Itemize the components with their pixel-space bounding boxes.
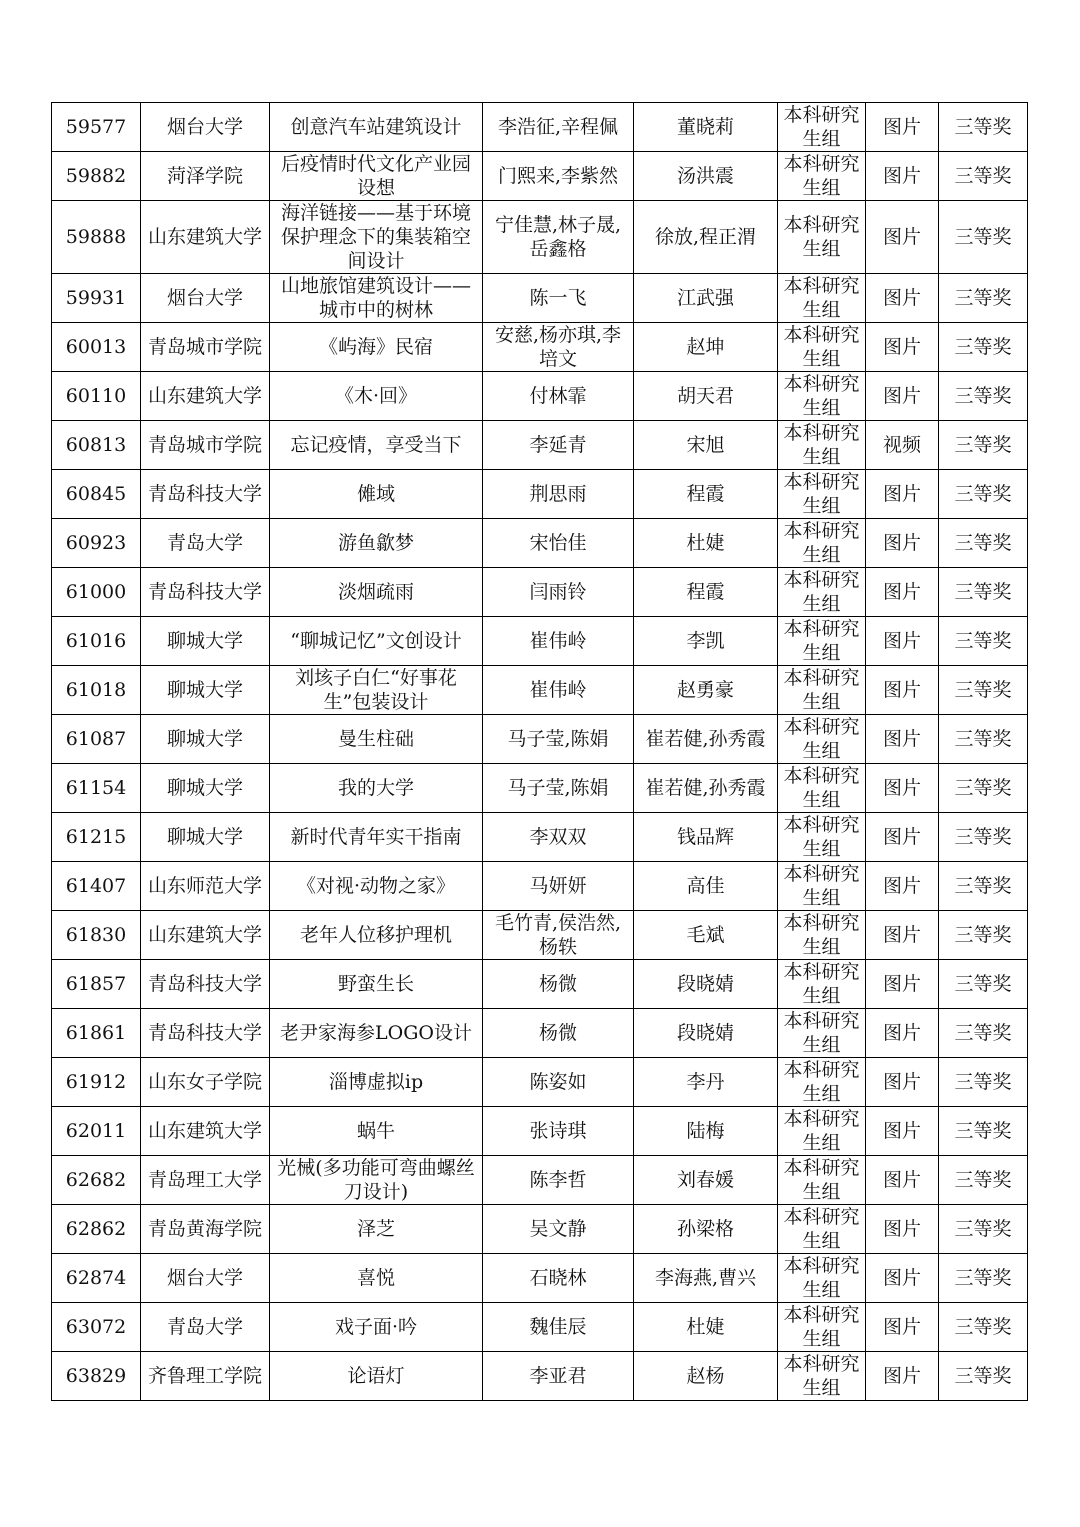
school-cell: 青岛大学 [141, 519, 270, 568]
work-type-cell: 图片 [866, 470, 939, 519]
work-title-cell: 傩域 [270, 470, 483, 519]
advisor-cell: 赵杨 [634, 1352, 778, 1401]
advisor-cell: 崔若健,孙秀霞 [634, 715, 778, 764]
work-type-cell: 图片 [866, 813, 939, 862]
award-cell: 三等奖 [939, 372, 1028, 421]
entry-id-cell: 61000 [52, 568, 141, 617]
table-row [52, 666, 1028, 715]
authors-cell: 毛竹青,侯浩然,杨轶 [483, 911, 634, 960]
advisor-cell: 宋旭 [634, 421, 778, 470]
entry-id-cell: 61861 [52, 1009, 141, 1058]
advisor-cell: 汤洪震 [634, 152, 778, 201]
authors-cell: 李双双 [483, 813, 634, 862]
work-title-cell: 《对视·动物之家》 [270, 862, 483, 911]
work-title-cell: 淄博虚拟ip [270, 1058, 483, 1107]
entry-id-cell: 60845 [52, 470, 141, 519]
school-cell: 聊城大学 [141, 764, 270, 813]
award-cell: 三等奖 [939, 960, 1028, 1009]
work-title-cell: “聊城记忆”文创设计 [270, 617, 483, 666]
authors-cell: 李延青 [483, 421, 634, 470]
award-cell: 三等奖 [939, 1352, 1028, 1401]
work-type-cell: 图片 [866, 568, 939, 617]
advisor-cell: 董晓莉 [634, 103, 778, 152]
work-type-cell: 图片 [866, 1205, 939, 1254]
award-cell: 三等奖 [939, 323, 1028, 372]
work-title-cell: 后疫情时代文化产业园设想 [270, 152, 483, 201]
entry-id-cell: 62682 [52, 1156, 141, 1205]
table-row [52, 323, 1028, 372]
entry-id-cell: 60923 [52, 519, 141, 568]
work-type-cell: 图片 [866, 1009, 939, 1058]
award-cell: 三等奖 [939, 421, 1028, 470]
work-type-cell: 图片 [866, 1058, 939, 1107]
group-cell: 本科研究生组 [778, 274, 866, 323]
advisor-cell: 崔若健,孙秀霞 [634, 764, 778, 813]
award-cell: 三等奖 [939, 666, 1028, 715]
school-cell: 青岛大学 [141, 1303, 270, 1352]
entry-id-cell: 61154 [52, 764, 141, 813]
group-cell: 本科研究生组 [778, 323, 866, 372]
work-title-cell: 刘垓子白仁“好事花生”包装设计 [270, 666, 483, 715]
school-cell: 山东建筑大学 [141, 911, 270, 960]
entry-id-cell: 61857 [52, 960, 141, 1009]
advisor-cell: 赵坤 [634, 323, 778, 372]
table-row [52, 1009, 1028, 1058]
work-title-cell: 我的大学 [270, 764, 483, 813]
table-row [52, 1352, 1028, 1401]
work-type-cell: 视频 [866, 421, 939, 470]
group-cell: 本科研究生组 [778, 103, 866, 152]
school-cell: 青岛城市学院 [141, 323, 270, 372]
advisor-cell: 程霞 [634, 470, 778, 519]
award-cell: 三等奖 [939, 152, 1028, 201]
work-title-cell: 游鱼歙梦 [270, 519, 483, 568]
work-type-cell: 图片 [866, 372, 939, 421]
group-cell: 本科研究生组 [778, 1058, 866, 1107]
work-type-cell: 图片 [866, 274, 939, 323]
work-type-cell: 图片 [866, 1352, 939, 1401]
award-cell: 三等奖 [939, 1156, 1028, 1205]
work-title-cell: 老年人位移护理机 [270, 911, 483, 960]
advisor-cell: 陆梅 [634, 1107, 778, 1156]
table-row [52, 764, 1028, 813]
table-row [52, 1058, 1028, 1107]
table-row [52, 1156, 1028, 1205]
work-title-cell: 老尹家海参LOGO设计 [270, 1009, 483, 1058]
entry-id-cell: 61087 [52, 715, 141, 764]
award-cell: 三等奖 [939, 813, 1028, 862]
authors-cell: 马子莹,陈娟 [483, 715, 634, 764]
table-row [52, 617, 1028, 666]
award-cell: 三等奖 [939, 715, 1028, 764]
school-cell: 青岛科技大学 [141, 960, 270, 1009]
school-cell: 聊城大学 [141, 617, 270, 666]
authors-cell: 崔伟岭 [483, 666, 634, 715]
school-cell: 聊城大学 [141, 666, 270, 715]
group-cell: 本科研究生组 [778, 813, 866, 862]
authors-cell: 闫雨铃 [483, 568, 634, 617]
work-title-cell: 海洋链接——基于环境保护理念下的集装箱空间设计 [270, 201, 483, 274]
authors-cell: 吴文静 [483, 1205, 634, 1254]
table-row [52, 960, 1028, 1009]
award-cell: 三等奖 [939, 1107, 1028, 1156]
work-type-cell: 图片 [866, 715, 939, 764]
advisor-cell: 刘春媛 [634, 1156, 778, 1205]
entry-id-cell: 59888 [52, 201, 141, 274]
award-cell: 三等奖 [939, 568, 1028, 617]
advisor-cell: 孙梁格 [634, 1205, 778, 1254]
awards-table [51, 102, 1028, 1401]
work-type-cell: 图片 [866, 960, 939, 1009]
award-cell: 三等奖 [939, 274, 1028, 323]
advisor-cell: 钱品辉 [634, 813, 778, 862]
table-row [52, 813, 1028, 862]
group-cell: 本科研究生组 [778, 470, 866, 519]
award-cell: 三等奖 [939, 764, 1028, 813]
award-cell: 三等奖 [939, 1254, 1028, 1303]
work-type-cell: 图片 [866, 862, 939, 911]
entry-id-cell: 62011 [52, 1107, 141, 1156]
table-row [52, 1303, 1028, 1352]
work-type-cell: 图片 [866, 152, 939, 201]
table-row [52, 862, 1028, 911]
entry-id-cell: 59882 [52, 152, 141, 201]
group-cell: 本科研究生组 [778, 568, 866, 617]
entry-id-cell: 60813 [52, 421, 141, 470]
group-cell: 本科研究生组 [778, 960, 866, 1009]
school-cell: 山东师范大学 [141, 862, 270, 911]
group-cell: 本科研究生组 [778, 666, 866, 715]
group-cell: 本科研究生组 [778, 1303, 866, 1352]
authors-cell: 门熙来,李紫然 [483, 152, 634, 201]
authors-cell: 李浩征,辛程佩 [483, 103, 634, 152]
work-title-cell: 论语灯 [270, 1352, 483, 1401]
work-type-cell: 图片 [866, 519, 939, 568]
authors-cell: 陈一飞 [483, 274, 634, 323]
entry-id-cell: 62862 [52, 1205, 141, 1254]
group-cell: 本科研究生组 [778, 715, 866, 764]
table-row [52, 470, 1028, 519]
authors-cell: 马妍妍 [483, 862, 634, 911]
school-cell: 青岛理工大学 [141, 1156, 270, 1205]
school-cell: 聊城大学 [141, 813, 270, 862]
work-title-cell: 山地旅馆建筑设计——城市中的树林 [270, 274, 483, 323]
authors-cell: 马子莹,陈娟 [483, 764, 634, 813]
advisor-cell: 杜婕 [634, 1303, 778, 1352]
work-title-cell: 创意汽车站建筑设计 [270, 103, 483, 152]
group-cell: 本科研究生组 [778, 764, 866, 813]
table-row [52, 372, 1028, 421]
group-cell: 本科研究生组 [778, 617, 866, 666]
entry-id-cell: 61018 [52, 666, 141, 715]
work-title-cell: 《屿海》民宿 [270, 323, 483, 372]
school-cell: 山东建筑大学 [141, 201, 270, 274]
table-row [52, 911, 1028, 960]
school-cell: 青岛科技大学 [141, 1009, 270, 1058]
entry-id-cell: 63829 [52, 1352, 141, 1401]
work-title-cell: 蜗牛 [270, 1107, 483, 1156]
group-cell: 本科研究生组 [778, 1156, 866, 1205]
group-cell: 本科研究生组 [778, 1009, 866, 1058]
advisor-cell: 赵勇豪 [634, 666, 778, 715]
advisor-cell: 段晓婧 [634, 1009, 778, 1058]
group-cell: 本科研究生组 [778, 519, 866, 568]
group-cell: 本科研究生组 [778, 1352, 866, 1401]
entry-id-cell: 60013 [52, 323, 141, 372]
advisor-cell: 程霞 [634, 568, 778, 617]
advisor-cell: 高佳 [634, 862, 778, 911]
work-type-cell: 图片 [866, 1107, 939, 1156]
work-type-cell: 图片 [866, 201, 939, 274]
authors-cell: 宋怡佳 [483, 519, 634, 568]
work-title-cell: 曼生柱础 [270, 715, 483, 764]
authors-cell: 荆思雨 [483, 470, 634, 519]
table-body [52, 103, 1028, 1401]
table-row [52, 715, 1028, 764]
award-cell: 三等奖 [939, 617, 1028, 666]
work-title-cell: 新时代青年实干指南 [270, 813, 483, 862]
entry-id-cell: 63072 [52, 1303, 141, 1352]
entry-id-cell: 61016 [52, 617, 141, 666]
group-cell: 本科研究生组 [778, 1205, 866, 1254]
advisor-cell: 江武强 [634, 274, 778, 323]
table-row [52, 1205, 1028, 1254]
school-cell: 聊城大学 [141, 715, 270, 764]
school-cell: 山东建筑大学 [141, 372, 270, 421]
authors-cell: 杨微 [483, 1009, 634, 1058]
school-cell: 烟台大学 [141, 1254, 270, 1303]
work-title-cell: 忘记疫情，享受当下 [270, 421, 483, 470]
work-title-cell: 喜悦 [270, 1254, 483, 1303]
authors-cell: 宁佳慧,林子晟,岳鑫格 [483, 201, 634, 274]
work-type-cell: 图片 [866, 617, 939, 666]
entry-id-cell: 61830 [52, 911, 141, 960]
school-cell: 齐鲁理工学院 [141, 1352, 270, 1401]
authors-cell: 陈李哲 [483, 1156, 634, 1205]
entry-id-cell: 59577 [52, 103, 141, 152]
award-cell: 三等奖 [939, 470, 1028, 519]
authors-cell: 安慈,杨亦琪,李培文 [483, 323, 634, 372]
group-cell: 本科研究生组 [778, 911, 866, 960]
work-type-cell: 图片 [866, 764, 939, 813]
authors-cell: 魏佳辰 [483, 1303, 634, 1352]
school-cell: 山东女子学院 [141, 1058, 270, 1107]
advisor-cell: 杜婕 [634, 519, 778, 568]
group-cell: 本科研究生组 [778, 421, 866, 470]
award-cell: 三等奖 [939, 519, 1028, 568]
school-cell: 青岛黄海学院 [141, 1205, 270, 1254]
advisor-cell: 徐放,程正渭 [634, 201, 778, 274]
award-cell: 三等奖 [939, 201, 1028, 274]
work-title-cell: 光械(多功能可弯曲螺丝刀设计) [270, 1156, 483, 1205]
work-type-cell: 图片 [866, 1156, 939, 1205]
award-cell: 三等奖 [939, 1009, 1028, 1058]
authors-cell: 陈姿如 [483, 1058, 634, 1107]
entry-id-cell: 61215 [52, 813, 141, 862]
table-row [52, 274, 1028, 323]
table-row [52, 519, 1028, 568]
award-cell: 三等奖 [939, 862, 1028, 911]
group-cell: 本科研究生组 [778, 372, 866, 421]
group-cell: 本科研究生组 [778, 1254, 866, 1303]
authors-cell: 杨微 [483, 960, 634, 1009]
entry-id-cell: 62874 [52, 1254, 141, 1303]
work-type-cell: 图片 [866, 911, 939, 960]
entry-id-cell: 59931 [52, 274, 141, 323]
table-row [52, 201, 1028, 274]
award-cell: 三等奖 [939, 1205, 1028, 1254]
table-row [52, 152, 1028, 201]
work-title-cell: 戏子面·吟 [270, 1303, 483, 1352]
table-row [52, 1107, 1028, 1156]
work-type-cell: 图片 [866, 323, 939, 372]
work-title-cell: 《木·回》 [270, 372, 483, 421]
authors-cell: 张诗琪 [483, 1107, 634, 1156]
school-cell: 山东建筑大学 [141, 1107, 270, 1156]
advisor-cell: 毛斌 [634, 911, 778, 960]
school-cell: 烟台大学 [141, 274, 270, 323]
work-title-cell: 淡烟疏雨 [270, 568, 483, 617]
school-cell: 菏泽学院 [141, 152, 270, 201]
school-cell: 烟台大学 [141, 103, 270, 152]
group-cell: 本科研究生组 [778, 152, 866, 201]
work-type-cell: 图片 [866, 103, 939, 152]
table-row [52, 421, 1028, 470]
entry-id-cell: 60110 [52, 372, 141, 421]
advisor-cell: 李丹 [634, 1058, 778, 1107]
authors-cell: 崔伟岭 [483, 617, 634, 666]
entry-id-cell: 61912 [52, 1058, 141, 1107]
award-cell: 三等奖 [939, 911, 1028, 960]
work-type-cell: 图片 [866, 1303, 939, 1352]
group-cell: 本科研究生组 [778, 1107, 866, 1156]
advisor-cell: 胡天君 [634, 372, 778, 421]
school-cell: 青岛城市学院 [141, 421, 270, 470]
work-type-cell: 图片 [866, 666, 939, 715]
award-cell: 三等奖 [939, 1303, 1028, 1352]
table-row [52, 1254, 1028, 1303]
school-cell: 青岛科技大学 [141, 470, 270, 519]
school-cell: 青岛科技大学 [141, 568, 270, 617]
table-row [52, 103, 1028, 152]
advisor-cell: 李凯 [634, 617, 778, 666]
group-cell: 本科研究生组 [778, 201, 866, 274]
table-row [52, 568, 1028, 617]
advisor-cell: 李海燕,曹兴 [634, 1254, 778, 1303]
authors-cell: 石晓林 [483, 1254, 634, 1303]
authors-cell: 李亚君 [483, 1352, 634, 1401]
award-cell: 三等奖 [939, 1058, 1028, 1107]
work-type-cell: 图片 [866, 1254, 939, 1303]
group-cell: 本科研究生组 [778, 862, 866, 911]
authors-cell: 付林霏 [483, 372, 634, 421]
award-cell: 三等奖 [939, 103, 1028, 152]
entry-id-cell: 61407 [52, 862, 141, 911]
advisor-cell: 段晓婧 [634, 960, 778, 1009]
work-title-cell: 野蛮生长 [270, 960, 483, 1009]
work-title-cell: 泽芝 [270, 1205, 483, 1254]
